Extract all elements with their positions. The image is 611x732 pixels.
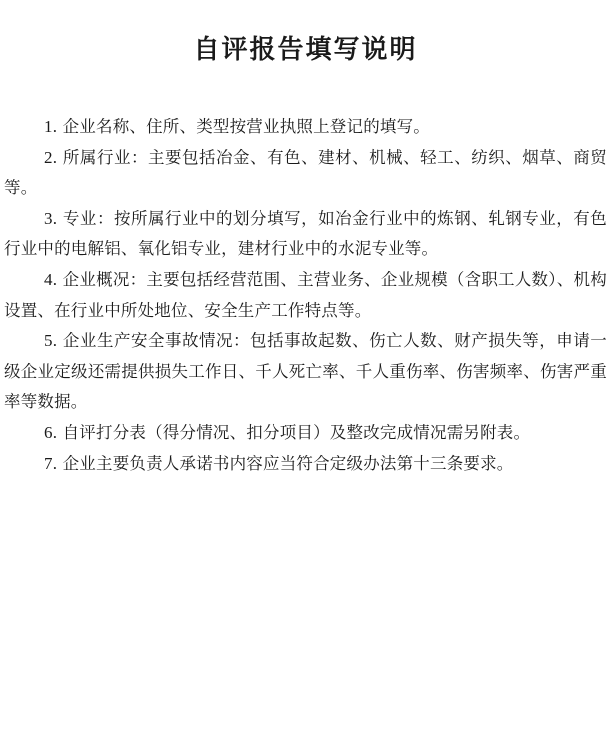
item-text: 所属行业：主要包括冶金、有色、建材、机械、轻工、纺织、烟草、商贸等。 <box>4 147 607 198</box>
document-title: 自评报告填写说明 <box>193 35 418 65</box>
item-number: 5. <box>44 331 58 351</box>
instruction-item <box>4 326 607 418</box>
instruction-item <box>4 265 607 326</box>
item-text: 专业：按所属行业中的划分填写，如冶金行业中的炼钢、轧钢专业，有色行业中的电解铝、氧化铝专业，建材行业中的水泥专业等。 <box>4 208 607 259</box>
instruction-item <box>4 418 607 449</box>
item-text: 自评打分表（得分情况、扣分项目）及整改完成情况需另附表。 <box>62 422 531 442</box>
instruction-list <box>4 112 607 479</box>
item-number: 6. <box>44 422 58 442</box>
item-number: 4. <box>44 269 58 289</box>
item-number: 2. <box>44 147 58 167</box>
instruction-item <box>4 143 607 204</box>
item-number: 3. <box>44 208 58 228</box>
item-text: 企业名称、住所、类型按营业执照上登记的填写。 <box>62 117 431 136</box>
instruction-item <box>4 449 607 480</box>
instruction-item <box>4 112 607 143</box>
instruction-item <box>4 204 607 265</box>
item-text: 企业概况：主要包括经营范围、主营业务、企业规模（含职工人数）、机构设置、在行业中所处地位、安全生产工作特点等。 <box>4 269 607 320</box>
item-number: 7. <box>44 453 58 473</box>
item-number: 1. <box>44 117 58 136</box>
item-text: 企业主要负责人承诺书内容应当符合定级办法第十三条要求。 <box>62 453 514 473</box>
item-text: 企业生产安全事故情况：包括事故起数、伤亡人数、财产损失等，申请一级企业定级还需提供损失工作日、千人死亡率、千人重伤率、伤害频率、伤害严重率等数据。 <box>4 331 607 412</box>
